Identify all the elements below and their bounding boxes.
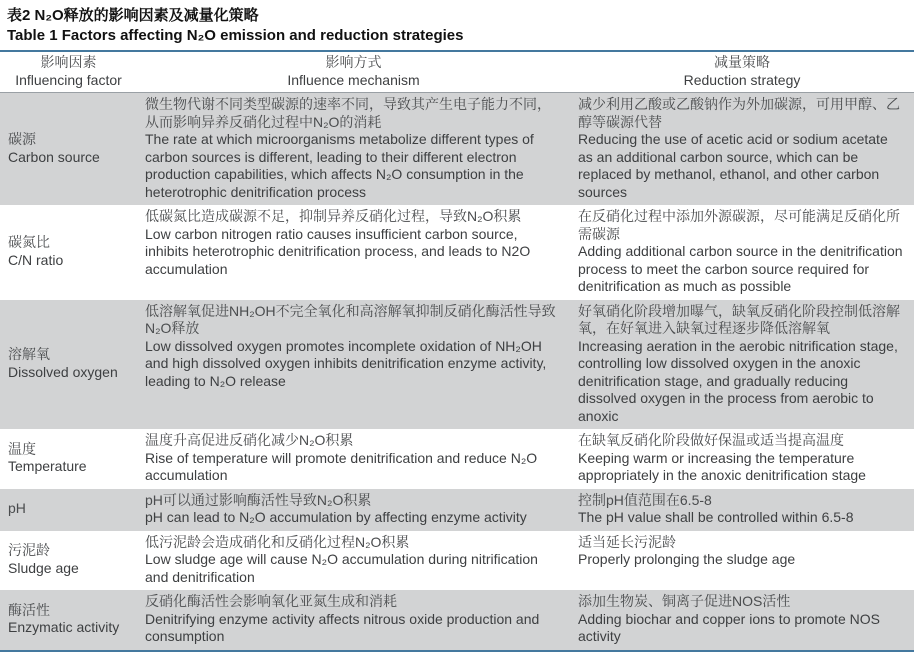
table-row-carbon-source — [0, 93, 914, 206]
factor-zh: 温度 — [8, 440, 36, 457]
header-influence-mechanism-en: Influence mechanism — [287, 71, 420, 88]
factor-en: Dissolved oxygen — [8, 363, 118, 380]
strategy-en: Keeping warm or increasing the temperature appropriately in the anoxic denitrification stage — [578, 449, 866, 483]
strategy-zh: 在反硝化过程中添加外源碳源，尽可能满足反硝化所需碳源 — [578, 208, 900, 242]
factor-en: Enzymatic activity — [8, 619, 120, 636]
table-row-temperature — [0, 429, 914, 489]
cell-factor — [0, 531, 137, 591]
cell-factor — [0, 590, 137, 651]
header-influence-mechanism — [137, 51, 570, 93]
cell-mechanism — [137, 429, 570, 489]
strategy-zh: 好氧硝化阶段增加曝气，缺氧反硝化阶段控制低溶解氧，在好氧进入缺氧过程逐步降低溶解氧 — [578, 302, 900, 336]
cell-strategy — [570, 489, 914, 531]
strategy-en: Adding biochar and copper ions to promote NOS activity — [578, 610, 880, 644]
header-influencing-factor-zh: 影响因素 — [40, 54, 97, 70]
factors-table — [0, 50, 914, 652]
header-reduction-strategy-en: Reduction strategy — [683, 71, 801, 88]
mechanism-zh: pH可以通过影响酶活性导致N₂O积累 — [145, 491, 372, 508]
factor-en: Temperature — [8, 458, 87, 475]
strategy-zh: 添加生物炭、铜离子促进NOS活性 — [578, 593, 791, 609]
table-row-ph — [0, 489, 914, 531]
cell-mechanism — [137, 531, 570, 591]
factor-en: Carbon source — [8, 148, 100, 165]
strategy-zh: 控制pH值范围在6.5-8 — [578, 491, 712, 508]
strategy-en: Increasing aeration in the aerobic nitrification stage, controlling low dissolved oxygen in the anoxic denitrification stage, and gradually reducing dissolved oxygen in the process from aerobic to anoxic — [578, 337, 898, 424]
cell-mechanism — [137, 205, 570, 300]
mechanism-en: Low dissolved oxygen promotes incomplete oxidation of NH₂OH and high dissolved oxygen inhibits denitrification enzyme activity, leading to N₂O release — [145, 337, 547, 389]
factor-zh: 酶活性 — [8, 601, 50, 618]
header-influencing-factor — [0, 51, 137, 93]
strategy-en: Reducing the use of acetic acid or sodium acetate as an additional carbon source, which can be replaced by methanol, ethanol, and other carbon sources — [578, 131, 888, 200]
factor-zh: 碳源 — [8, 131, 36, 147]
strategy-en: Properly prolonging the sludge age — [578, 551, 796, 567]
header-influencing-factor-en: Influencing factor — [15, 71, 122, 88]
header-reduction-strategy-zh: 减量策略 — [714, 54, 770, 70]
table-row-enzymatic-activity — [0, 590, 914, 651]
mechanism-zh: 低溶解氧促进NH₂OH不完全氧化和高溶解氧抑制反硝化酶活性导致N₂O释放 — [145, 302, 556, 336]
mechanism-zh: 反硝化酶活性会影响氧化亚氮生成和消耗 — [145, 593, 397, 609]
mechanism-en: Low carbon nitrogen ratio causes insufficient carbon source, inhibits heterotrophic denitrification process, and leads to N2O accumulation — [145, 225, 531, 277]
table-caption — [0, 6, 914, 50]
strategy-zh: 减少利用乙酸或乙酸钠作为外加碳源，可用甲醇、乙醇等碳源代替 — [578, 96, 900, 130]
strategy-en: The pH value shall be controlled within 6.5-8 — [578, 509, 854, 525]
table-row-dissolved-oxygen — [0, 300, 914, 430]
table-row-cn-ratio — [0, 205, 914, 300]
cell-factor — [0, 205, 137, 300]
cell-strategy — [570, 205, 914, 300]
cell-mechanism — [137, 300, 570, 430]
cell-strategy — [570, 300, 914, 430]
mechanism-en: pH can lead to N₂O accumulation by affecting enzyme activity — [145, 509, 527, 525]
mechanism-zh: 低碳氮比造成碳源不足，抑制异养反硝化过程，导致N₂O积累 — [145, 208, 522, 224]
mechanism-en: Low sludge age will cause N₂O accumulation during nitrification and denitrification — [145, 551, 538, 585]
factor-en: Sludge age — [8, 559, 79, 576]
mechanism-en: The rate at which microorganisms metabolize different types of carbon sources is different, leading to their different electron production capabilities, which affects N₂O consumption in the heterotrophic denitrification process — [145, 131, 534, 200]
cell-strategy — [570, 590, 914, 651]
cell-factor — [0, 300, 137, 430]
cell-factor — [0, 489, 137, 531]
strategy-zh: 在缺氧反硝化阶段做好保温或适当提高温度 — [578, 432, 844, 448]
cell-mechanism — [137, 590, 570, 651]
cell-strategy — [570, 429, 914, 489]
cell-factor — [0, 429, 137, 489]
mechanism-en: Rise of temperature will promote denitrification and reduce N₂O accumulation — [145, 449, 538, 483]
header-reduction-strategy — [570, 51, 914, 93]
strategy-en: Adding additional carbon source in the denitrification process to meet the carbon source required for denitrification as much as possible — [578, 243, 903, 294]
cell-mechanism — [137, 93, 570, 206]
factor-zh: 碳氮比 — [8, 234, 50, 251]
header-influence-mechanism-zh: 影响方式 — [325, 54, 382, 70]
mechanism-zh: 微生物代谢不同类型碳源的速率不同，导致其产生电子能力不同，从而影响异养反硝化过程中N₂O的消耗 — [145, 96, 551, 130]
cell-factor — [0, 93, 137, 206]
strategy-zh: 适当延长污泥龄 — [578, 533, 676, 550]
table-title-english: Table 1 Factors affecting N₂O emission and reduction strategies — [7, 27, 464, 44]
mechanism-zh: 低污泥龄会造成硝化和反硝化过程N₂O积累 — [145, 533, 410, 550]
factor-zh: pH — [8, 500, 26, 517]
header-row — [0, 51, 914, 93]
table-title-chinese: 表2 N₂O释放的影响因素及减量化策略 — [7, 7, 259, 24]
cell-strategy — [570, 93, 914, 206]
cell-strategy — [570, 531, 914, 591]
factor-zh: 污泥龄 — [8, 542, 50, 559]
mechanism-zh: 温度升高促进反硝化减少N₂O积累 — [145, 432, 354, 448]
cell-mechanism — [137, 489, 570, 531]
factor-en: C/N ratio — [8, 251, 64, 268]
table-row-sludge-age — [0, 531, 914, 591]
mechanism-en: Denitrifying enzyme activity affects nitrous oxide production and consumption — [145, 610, 540, 644]
factor-zh: 溶解氧 — [8, 346, 50, 363]
